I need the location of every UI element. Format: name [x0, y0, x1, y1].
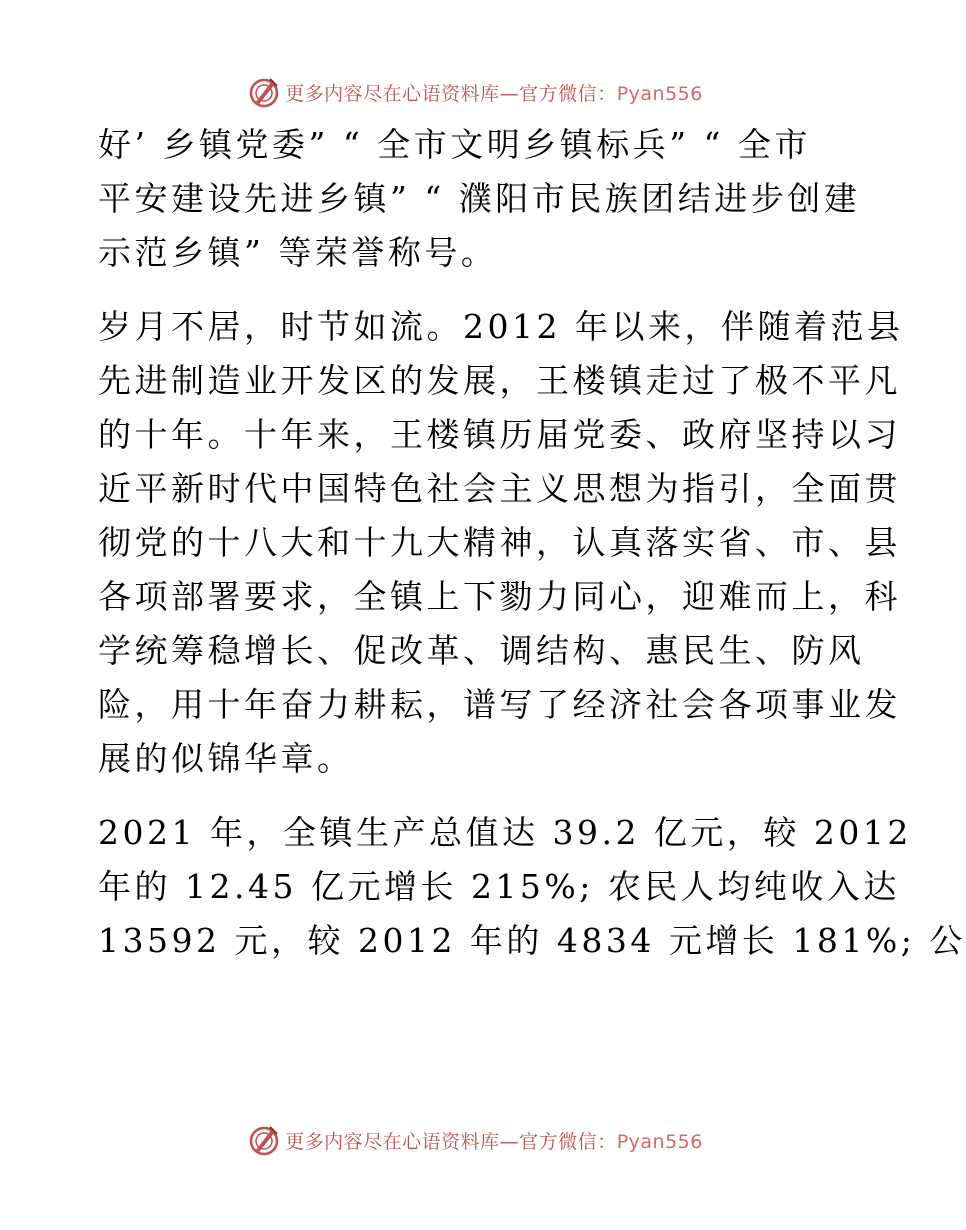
paragraph: [98, 118, 861, 280]
paragraph: [98, 806, 966, 968]
text-line: 各项部署要求，全镇上下勠力同心，迎难而上，科: [98, 577, 901, 616]
text-line: 好’ 乡镇党委” “ 全市文明乡镇标兵” “ 全市: [98, 125, 811, 164]
watermark-text: [285, 1127, 703, 1154]
watermark-dash: —: [499, 82, 520, 105]
text-line: 岁月不居，时节如流。2012 年以来，伴随着范县: [98, 307, 904, 346]
text-line: 彻党的十八大和十九大精神，认真落实省、市、县: [98, 523, 901, 562]
text-line: 近平新时代中国特色社会主义思想为指引，全面贯: [98, 469, 901, 508]
watermark-dash: —: [499, 1130, 520, 1153]
text-line: 2021 年，全镇生产总值达 39.2 亿元，较 2012: [98, 813, 912, 852]
text-line: 学统筹稳增长、促改革、调结构、惠民生、防风: [98, 631, 865, 670]
watermark-text: [285, 79, 703, 106]
watermark-sub: 官方微信：: [519, 1130, 617, 1153]
seal-pen-logo-icon: [247, 1123, 281, 1157]
document-body: [98, 118, 966, 968]
text-line: 示范乡镇” 等荣誉称号。: [98, 233, 498, 272]
seal-pen-logo-icon: [247, 75, 281, 109]
footer-watermark: [0, 1120, 950, 1160]
text-line: 年的 12.45 亿元增长 215%; 农民人均纯收入达: [98, 867, 900, 906]
text-line: 的十年。十年来，王楼镇历届党委、政府坚持以习: [98, 415, 901, 454]
watermark-main: 更多内容尽在心语资料库: [285, 82, 500, 105]
watermark-sub: 官方微信：: [519, 82, 617, 105]
text-line: 险，用十年奋力耕耘，谱写了经济社会各项事业发: [98, 685, 901, 724]
header-watermark: [0, 72, 950, 112]
text-line: 先进制造业开发区的发展，王楼镇走过了极不平凡: [98, 361, 901, 400]
text-line: 13592 元，较 2012 年的 4834 元增长 181%; 公: [98, 921, 966, 960]
paragraph: [98, 300, 904, 786]
watermark-id: Pyan556: [616, 1130, 703, 1153]
watermark-id: Pyan556: [616, 82, 703, 105]
text-line: 平安建设先进乡镇” “ 濮阳市民族团结进步创建: [98, 179, 861, 218]
watermark-main: 更多内容尽在心语资料库: [285, 1130, 500, 1153]
text-line: 展的似锦华章。: [98, 739, 354, 778]
